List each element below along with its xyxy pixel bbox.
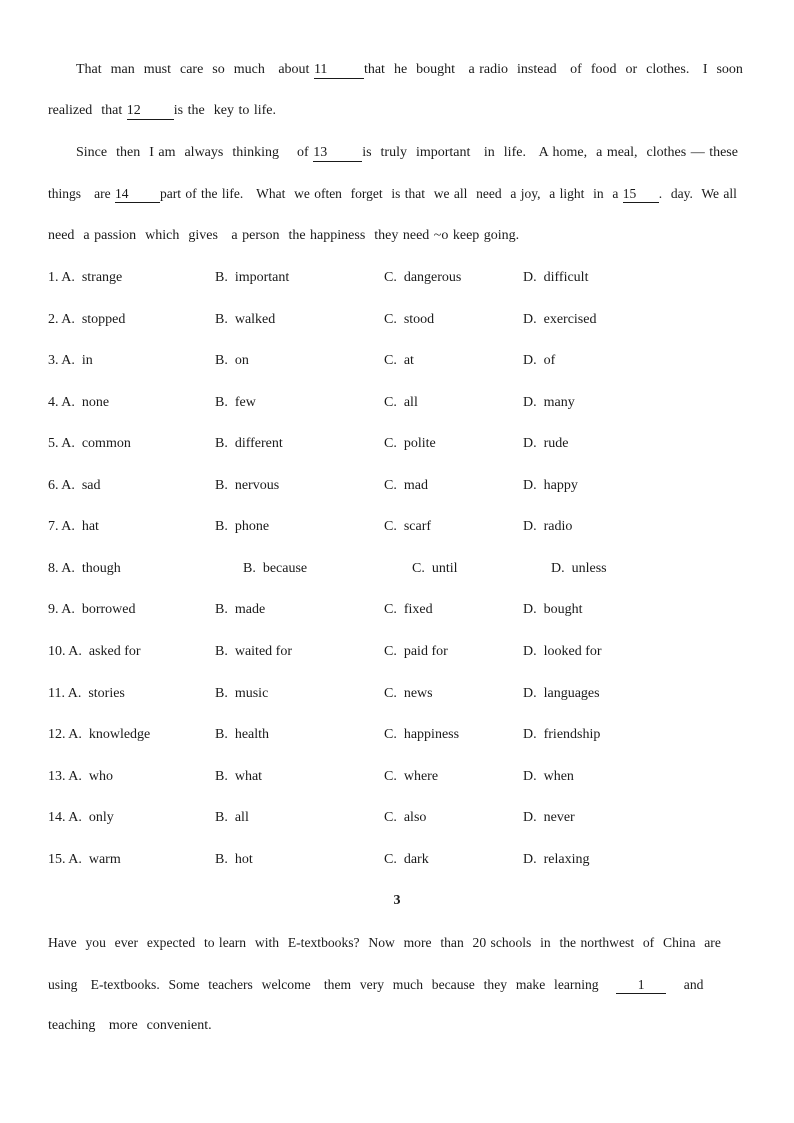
option-d: D. friendship xyxy=(523,727,601,742)
option-a-text: A. though xyxy=(61,561,121,576)
option-c: C. also xyxy=(384,810,427,825)
option-c: C. all xyxy=(384,395,418,410)
option-c: C. news xyxy=(384,686,433,701)
option-a xyxy=(48,808,114,828)
blank-11: 11 xyxy=(314,63,364,79)
question-row-4 xyxy=(0,393,794,413)
option-b: B. walked xyxy=(215,312,276,327)
text-segment: teaching more convenient. xyxy=(48,1018,212,1033)
option-c: C. at xyxy=(384,353,414,368)
question-number: 9. xyxy=(48,602,59,617)
option-d: D. languages xyxy=(523,686,600,701)
text-segment: is the key to life. xyxy=(173,103,276,118)
option-a xyxy=(48,850,121,870)
text-segment: That man must care so much about xyxy=(76,62,314,77)
option-a-text: A. asked for xyxy=(68,644,141,659)
option-b: B. nervous xyxy=(215,478,280,493)
option-a xyxy=(48,600,136,620)
blank-12: 12 xyxy=(127,104,174,120)
option-a xyxy=(48,351,93,371)
question-number: 10. xyxy=(48,644,66,659)
option-c: C. happiness xyxy=(384,727,460,742)
option-b: B. phone xyxy=(215,519,270,534)
option-d: D. when xyxy=(523,769,574,784)
option-d: D. many xyxy=(523,395,575,410)
question-number: 14. xyxy=(48,810,66,825)
passage-line xyxy=(48,226,519,246)
passage-line xyxy=(48,184,737,204)
option-a xyxy=(48,725,150,745)
option-b: B. health xyxy=(215,727,270,742)
option-c: C. scarf xyxy=(384,519,432,534)
blank-14: 14 xyxy=(115,187,160,203)
option-c: C. paid for xyxy=(384,644,448,659)
text-segment: need a passion which gives a person the happiness they need ~o keep going. xyxy=(48,228,520,243)
question-number: 1. xyxy=(48,270,59,285)
passage-line xyxy=(48,101,276,121)
question-row-10 xyxy=(0,642,794,662)
option-c: C. until xyxy=(412,561,458,576)
option-a-text: A. sad xyxy=(61,478,101,493)
option-a-text: A. hat xyxy=(61,519,99,534)
option-a-text: A. none xyxy=(61,395,110,410)
option-d: D. difficult xyxy=(523,270,589,285)
option-a xyxy=(48,434,131,454)
text-segment: using E-textbooks. Some teachers welcome them very much because they make learning xyxy=(48,977,617,992)
question-row-2 xyxy=(0,310,794,330)
option-a xyxy=(48,476,101,496)
option-a-text: A. stopped xyxy=(61,312,126,327)
option-c: C. polite xyxy=(384,436,436,451)
question-row-13 xyxy=(0,767,794,787)
option-b: B. what xyxy=(215,769,263,784)
option-a-text: A. strange xyxy=(61,270,123,285)
option-d: D. unless xyxy=(551,561,607,576)
question-number: 8. xyxy=(48,561,59,576)
text-segment: . day. We all xyxy=(658,186,737,201)
question-row-9 xyxy=(0,600,794,620)
passage-line xyxy=(76,143,738,163)
section-number: 3 xyxy=(393,893,401,908)
option-b: B. on xyxy=(215,353,249,368)
question-row-5 xyxy=(0,434,794,454)
option-c: C. dangerous xyxy=(384,270,462,285)
option-d: D. looked for xyxy=(523,644,602,659)
option-b: B. hot xyxy=(215,852,253,867)
question-number: 2. xyxy=(48,312,59,327)
option-b: B. made xyxy=(215,602,266,617)
passage-line xyxy=(48,933,721,953)
option-b: B. different xyxy=(215,436,283,451)
blank-13: 13 xyxy=(313,146,362,162)
option-a xyxy=(48,767,113,787)
option-a-text: A. who xyxy=(68,769,113,784)
text-segment: Since then I am always thinking of xyxy=(76,145,314,160)
option-d: D. never xyxy=(523,810,575,825)
option-d: D. radio xyxy=(523,519,573,534)
question-row-15 xyxy=(0,850,794,870)
question-row-12 xyxy=(0,725,794,745)
option-d: D. relaxing xyxy=(523,852,590,867)
blank-15: 15 xyxy=(623,187,659,203)
text-segment: is truly important in life. A home, a meal, clothes — these xyxy=(362,145,738,160)
option-c: C. mad xyxy=(384,478,428,493)
passage-line xyxy=(76,60,743,80)
question-row-11 xyxy=(0,684,794,704)
passage-line xyxy=(48,975,703,995)
text-segment: part of the life. What we often forget is that we all need a joy, a light in a xyxy=(160,186,623,201)
question-row-7 xyxy=(0,517,794,537)
option-a xyxy=(48,310,125,330)
option-b: B. all xyxy=(215,810,249,825)
option-a xyxy=(48,517,99,537)
question-number: 12. xyxy=(48,727,66,742)
option-b: B. important xyxy=(215,270,290,285)
option-d: D. rude xyxy=(523,436,569,451)
option-c: C. fixed xyxy=(384,602,433,617)
option-d: D. of xyxy=(523,353,556,368)
option-c: C. stood xyxy=(384,312,435,327)
question-row-1 xyxy=(0,268,794,288)
option-c: C. where xyxy=(384,769,439,784)
question-row-14 xyxy=(0,808,794,828)
option-a xyxy=(48,268,122,288)
option-a xyxy=(48,559,121,579)
question-number: 15. xyxy=(48,852,66,867)
option-d: D. happy xyxy=(523,478,578,493)
option-d: D. bought xyxy=(523,602,583,617)
question-number: 3. xyxy=(48,353,59,368)
option-a-text: A. common xyxy=(61,436,131,451)
option-a-text: A. warm xyxy=(68,852,121,867)
text-segment: that he bought a radio instead of food or clothes. I soon xyxy=(363,62,743,77)
question-number: 5. xyxy=(48,436,59,451)
question-row-8 xyxy=(0,559,794,579)
text-segment: and xyxy=(666,977,704,992)
blank-1: 1 xyxy=(616,978,666,994)
option-b: B. because xyxy=(243,561,308,576)
option-b: B. music xyxy=(215,686,269,701)
option-a-text: A. only xyxy=(68,810,114,825)
question-row-3 xyxy=(0,351,794,371)
option-a-text: A. knowledge xyxy=(68,727,151,742)
text-segment: things are xyxy=(48,186,115,201)
option-b: B. few xyxy=(215,395,256,410)
option-b: B. waited for xyxy=(215,644,292,659)
passage-line xyxy=(48,1016,212,1036)
option-d: D. exercised xyxy=(523,312,597,327)
text-segment: Have you ever expected to learn with E-textbooks? Now more than 20 schools in the northwest of China are xyxy=(48,935,721,950)
question-number: 13. xyxy=(48,769,66,784)
option-a xyxy=(48,684,125,704)
option-c: C. dark xyxy=(384,852,429,867)
text-segment: realized that xyxy=(48,103,127,118)
question-number: 7. xyxy=(48,519,59,534)
option-a xyxy=(48,642,141,662)
question-number: 11. xyxy=(48,686,65,701)
question-row-6 xyxy=(0,476,794,496)
question-number: 6. xyxy=(48,478,59,493)
option-a-text: A. in xyxy=(61,353,93,368)
question-number: 4. xyxy=(48,395,59,410)
option-a-text: A. borrowed xyxy=(61,602,136,617)
option-a-text: A. stories xyxy=(67,686,125,701)
option-a xyxy=(48,393,109,413)
